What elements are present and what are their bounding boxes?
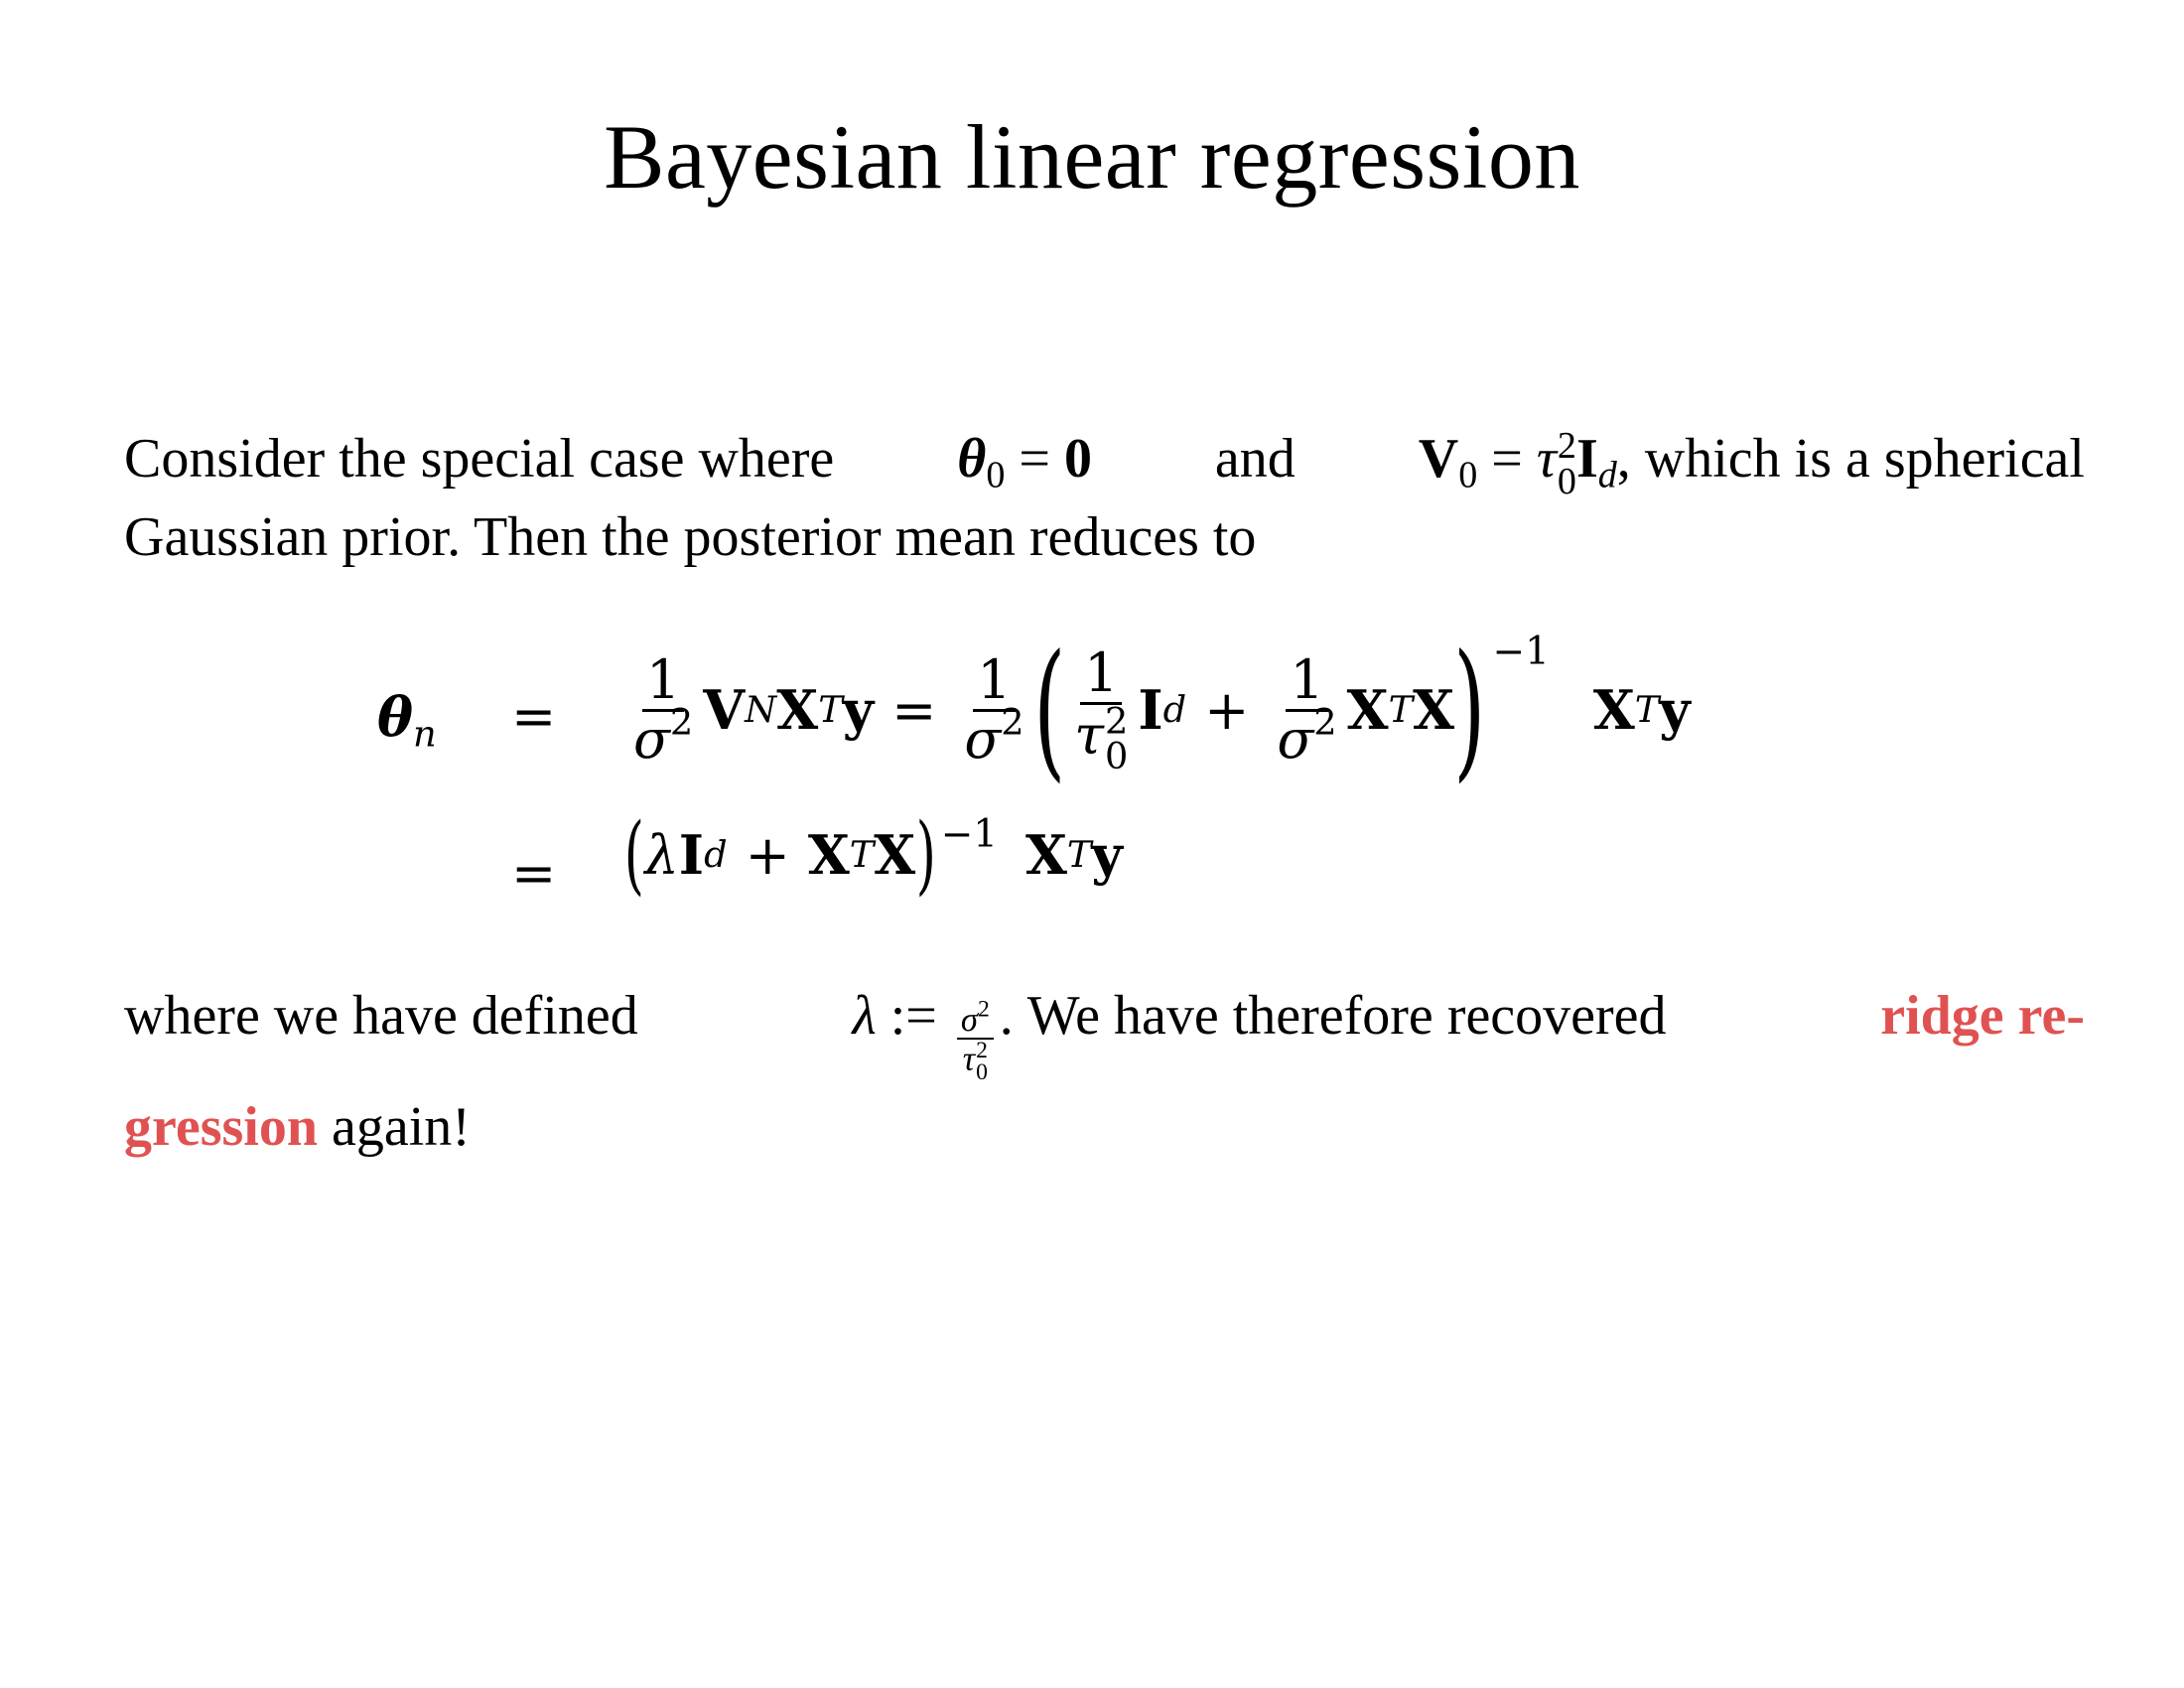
fraction-one-over-sigma2: $\frac{1}{\sigma^2}$: [633, 647, 694, 771]
intro-paragraph: [124, 421, 2085, 575]
big-close-paren: ): [1453, 624, 1486, 796]
again-text: again!: [332, 1095, 471, 1158]
fraction-one-over-tau0-sq: 1 τ 2 0: [1074, 641, 1129, 777]
y-vector: y: [842, 678, 875, 742]
fraction-one-over-sigma2-b: $\frac{1}{\sigma^2}$: [964, 647, 1024, 771]
slide-title: Bayesian linear regression: [604, 106, 1580, 208]
plus-sign: +: [1204, 678, 1250, 742]
equation-row-1: $\frac{1}{\sigma^2}$ V N X T y = $\frac{1}{\sigma^2}$ ( 1 τ 2 0 I d + $\frac{1}{\sigma^2}$ X T X ) −1 X T y: [623, 635, 1691, 784]
and-word: and: [1214, 428, 1296, 490]
fraction-one-over-sigma2-c: $\frac{1}{\sigma^2}$: [1277, 647, 1337, 771]
equals-sign-1: =: [511, 685, 557, 748]
equals-sign-inline: =: [891, 678, 937, 742]
theta0-equals-zero: $\theta_0 = 0$: [957, 428, 1092, 496]
sigma2-over-tau0-sq: $\sigma^2$ τ 2 0: [957, 1002, 994, 1084]
equation-row-2: ( λ I d + X T X ) −1 X T y: [623, 805, 1123, 905]
equation-lhs: $\theta_n$: [377, 685, 437, 756]
X-matrix: X: [776, 678, 819, 742]
conclusion-paragraph: [124, 973, 2085, 1170]
conclusion-line-2: [124, 1084, 2085, 1170]
intro-line-2: Gaussian prior. Then the posterior mean reduces to: [124, 506, 1257, 569]
V-N: V: [703, 678, 746, 742]
conclusion-text: where we have defined: [124, 985, 638, 1047]
ridge-regression-highlight-cont: gression: [124, 1095, 318, 1158]
ridge-regression-highlight: ridge re-: [1880, 985, 2085, 1047]
close-paren: ): [915, 805, 936, 905]
equals-sign-2: =: [511, 842, 557, 905]
inverse-exponent-2: −1: [940, 812, 999, 857]
big-open-paren: (: [1032, 624, 1065, 796]
open-paren: (: [623, 805, 644, 905]
lambda-symbol: λ: [644, 823, 679, 887]
identity-matrix: I: [1138, 678, 1163, 742]
V0-equals-tau-I: $V_0 = \tau$ 2 0 $I_d$, which is a spherical: [1418, 424, 2085, 503]
intro-line-1: [124, 421, 2085, 503]
conclusion-line-1: [124, 973, 2085, 1084]
intro-text: Consider the special case where: [124, 428, 835, 490]
lambda-definition: λ := $\sigma^2$ τ 2 0 . We have therefore recovered: [852, 985, 1667, 1086]
inverse-exponent: −1: [1492, 630, 1550, 674]
